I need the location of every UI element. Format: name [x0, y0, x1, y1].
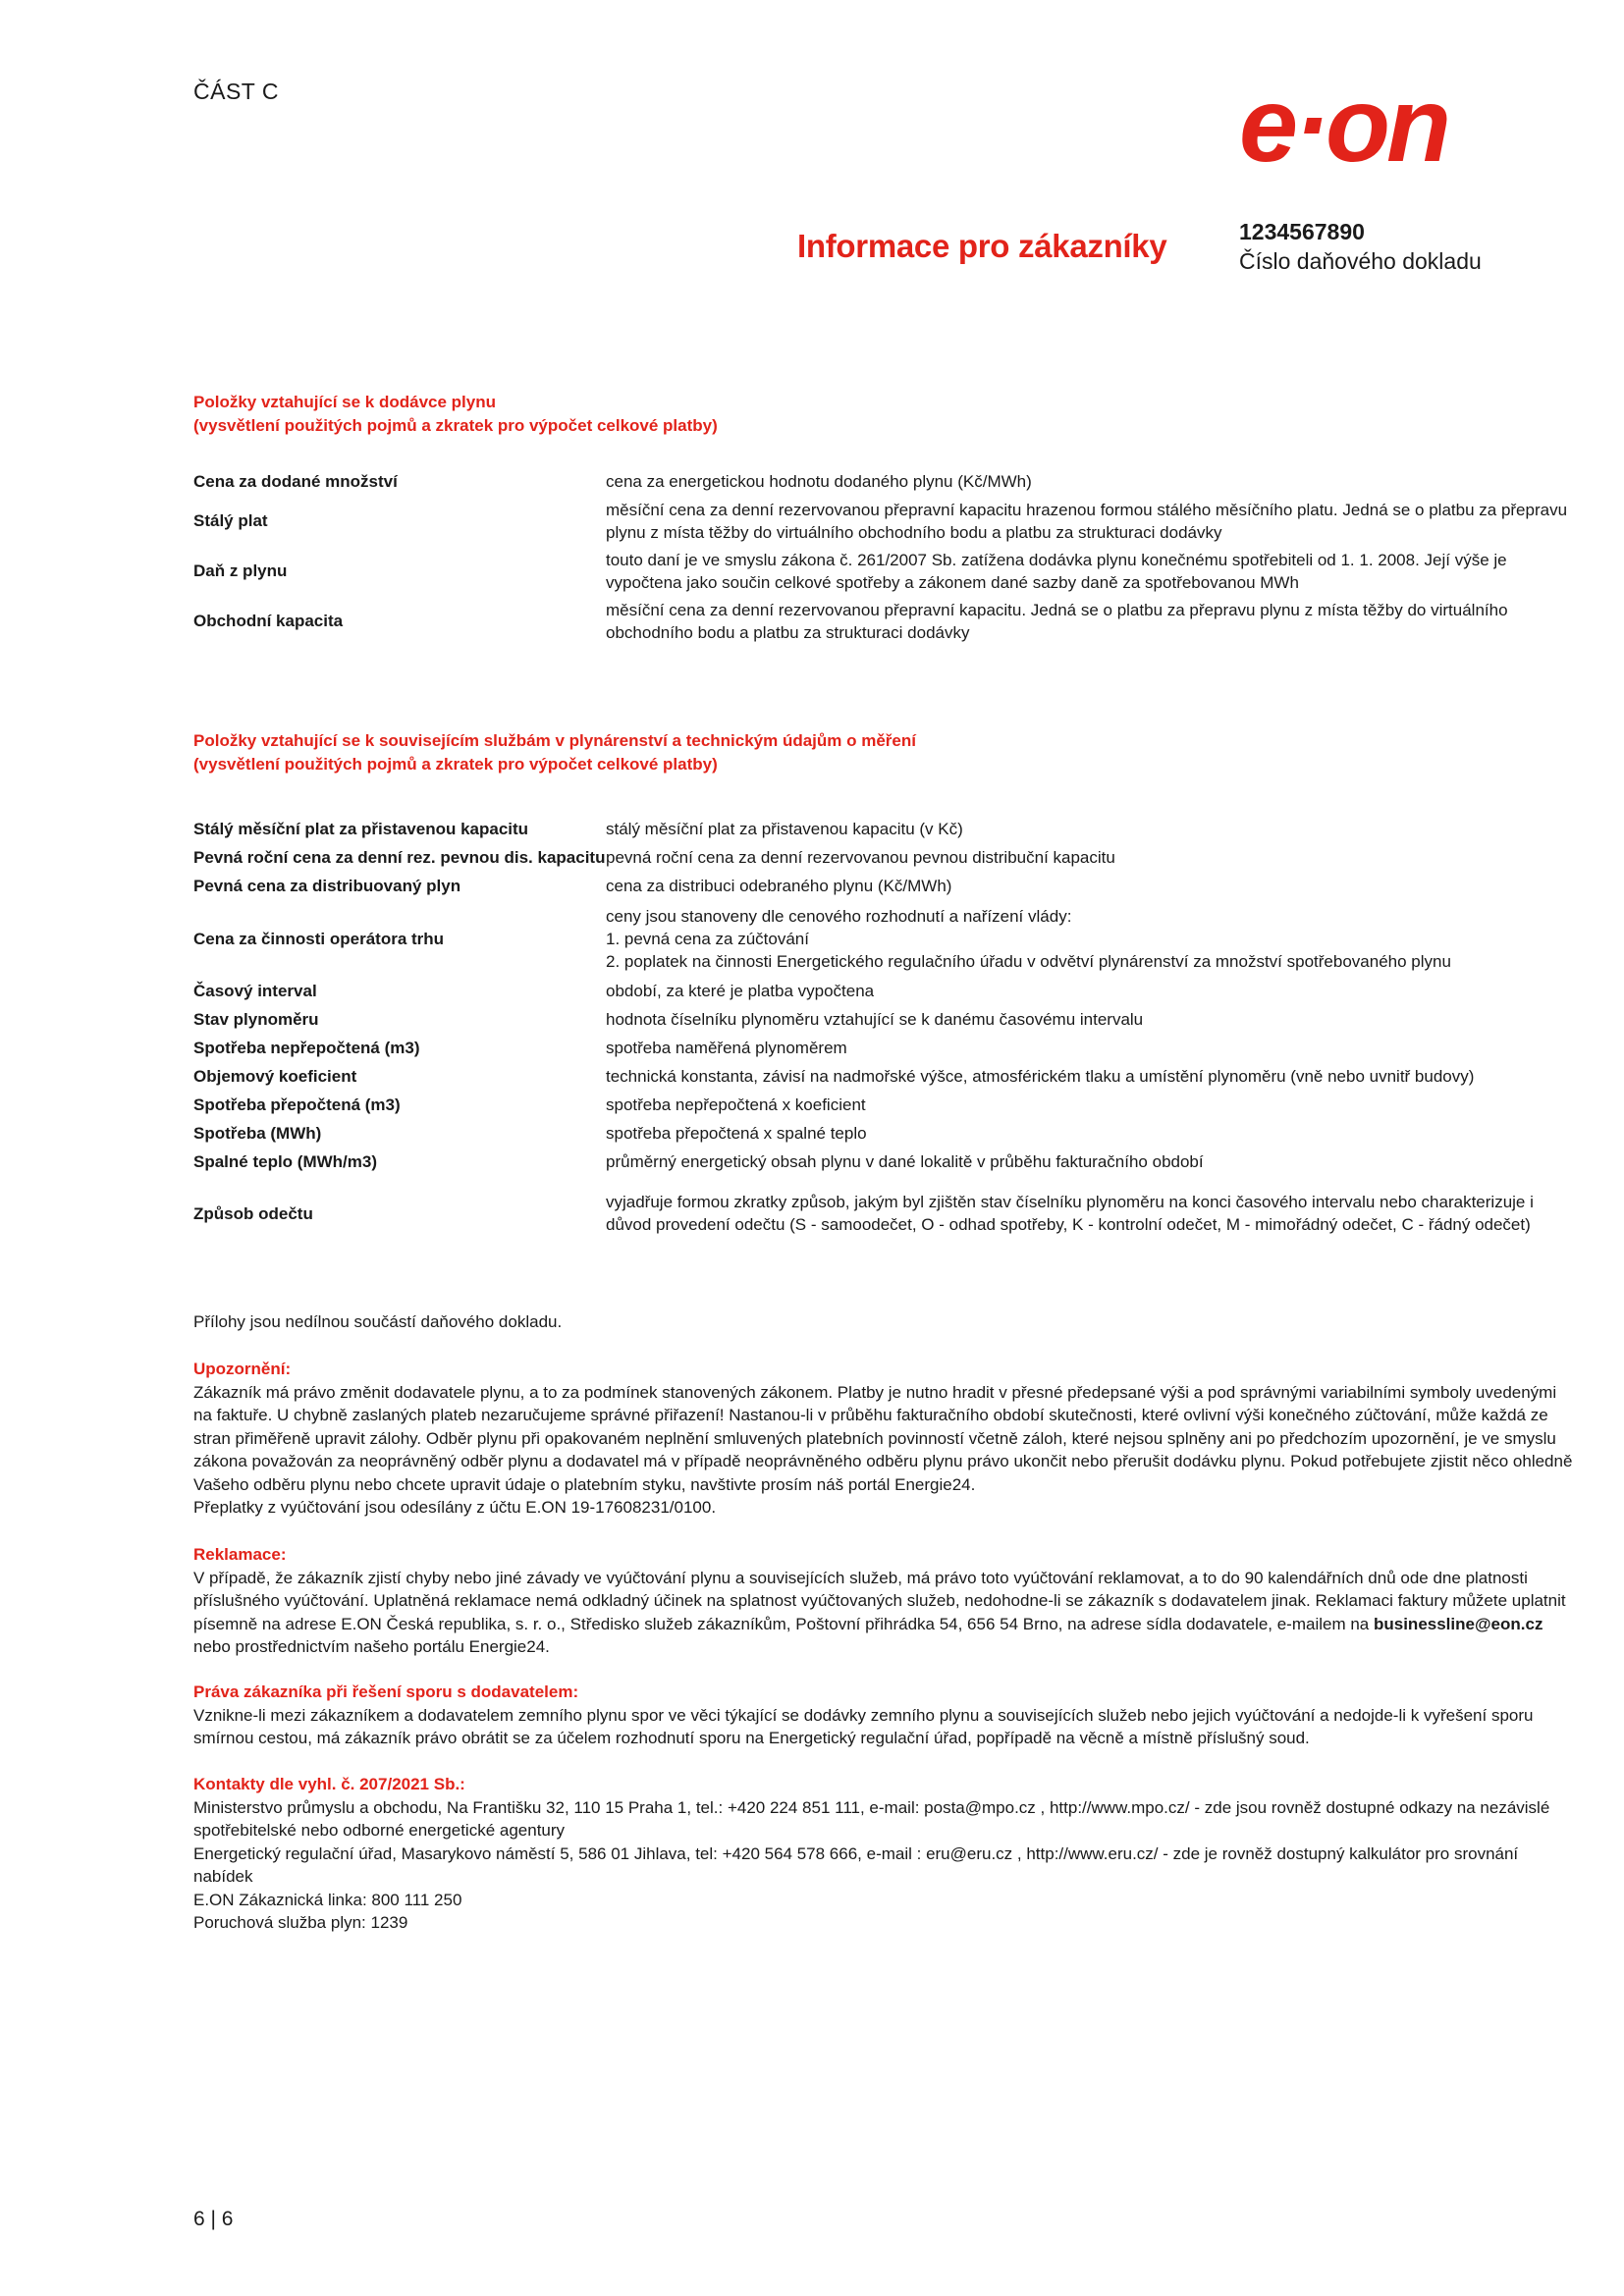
eon-logo: [1239, 80, 1573, 179]
definition-row: [193, 1062, 1578, 1091]
definition-row: [193, 1119, 1578, 1148]
definition-description: měsíční cena za denní rezervovanou přepravní kapacitu hrazenou formou stálého měsíčního platu. Jedná se o platbu za přepravu plynu z místa těžby do virtuálního obchodního bodu a platbu za strukturaci dodávky: [606, 500, 1568, 542]
definition-term: Spotřeba nepřepočtená (m3): [193, 1039, 420, 1057]
definition-description: pevná roční cena za denní rezervovanou pevnou distribuční kapacitu: [606, 848, 1115, 867]
definition-description: cena za energetickou hodnotu dodaného plynu (Kč/MWh): [606, 472, 1032, 491]
definition-description: spotřeba nepřepočtená x koeficient: [606, 1095, 866, 1114]
definition-description: průměrný energetický obsah plynu v dané lokalitě v průběhu fakturačního období: [606, 1152, 1204, 1171]
contact-regulator: Energetický regulační úřad, Masarykovo náměstí 5, 586 01 Jihlava, tel: +420 564 578 666, e-mail : eru@eru.cz , http://www.eru.cz/ - zde je rovněž dostupný kalkulátor pro srovnání nabídek: [193, 1843, 1519, 1886]
contact-emergency-line: Poruchová služba plyn: 1239: [193, 1913, 408, 1932]
definition-row: [193, 1148, 1578, 1176]
definition-term: Časový interval: [193, 982, 317, 1000]
rights-text: Vznikne-li mezi zákazníkem a dodavatelem zemního plynu spor ve věci týkající se dodávky zemního plynu a souvisejících služeb nebo jejich vyúčtování a nedojde-li k vyřešení sporu smírnou cestou, má zákazník právo obrátit se za účelem rozhodnutí sporu na Energetický regulační úřad, popřípadě na věcně a místně příslušný soud.: [193, 1705, 1534, 1747]
complaints-text-main: V případě, že zákazník zjistí chyby nebo jiné závady ve vyúčtování plynu a souvisejících služeb, má právo toto vyúčtování reklamovat, a to do 90 kalendářních dnů ode dne platnosti příslušného vyúčtování. Uplatněná reklamace nemá odkladný účinek na splatnost vyúčtovaných služeb, nedohodne-li se zákazník s dodavatelem jinak. Reklamaci faktury můžete uplatnit písemně na adrese E.ON Česká republika, s. r. o., Středisko služeb zákazníkům, Poštovní přihrádka 54, 656 54 Brno, na adrese sídla dodavatele, e-mailem na: [193, 1568, 1566, 1633]
definition-description: hodnota číselníku plynoměru vztahující se k danému časovému intervalu: [606, 1010, 1144, 1029]
rights-heading: Práva zákazníka při řešení sporu s dodavatelem:: [193, 1682, 579, 1701]
complaints-email-link[interactable]: businessline@eon.cz: [1373, 1614, 1543, 1633]
contact-customer-line: E.ON Zákaznická linka: 800 111 250: [193, 1890, 462, 1909]
attachments-note: Přílohy jsou nedílnou součástí daňového dokladu.: [193, 1312, 563, 1331]
definition-description: spotřeba naměřená plynoměrem: [606, 1039, 847, 1057]
definition-description: cena za distribuci odebraného plynu (Kč/MWh): [606, 877, 952, 895]
warning-heading: Upozornění:: [193, 1360, 292, 1378]
definition-row: [193, 1005, 1578, 1034]
rights-block: [193, 1681, 1578, 1750]
document-number-label: Číslo daňového dokladu: [1239, 248, 1482, 274]
logo-text: e·on: [1239, 80, 1447, 179]
definition-row: [193, 977, 1578, 1005]
definition-term: Způsob odečtu: [193, 1203, 313, 1223]
definition-term: Spotřeba přepočtená (m3): [193, 1095, 401, 1114]
definition-term: Stálý měsíční plat za přistavenou kapacitu: [193, 820, 529, 838]
contacts-block: [193, 1773, 1578, 1935]
definition-description: spotřeba přepočtená x spalné teplo: [606, 1124, 867, 1143]
definition-description-line: 2. poplatek na činnosti Energetického regulačního úřadu v odvětví plynárenství za množství spotřebovaného plynu: [606, 951, 1451, 971]
definition-row: [193, 496, 1578, 546]
part-label: ČÁST C: [193, 79, 279, 104]
definition-row: [193, 546, 1578, 596]
section1-title-line2: (vysvětlení použitých pojmů a zkratek pro výpočet celkové platby): [193, 416, 718, 435]
definition-description: měsíční cena za denní rezervovanou přepravní kapacitu. Jedná se o platbu za přepravu plynu z místa těžby do virtuálního obchodního bodu a platbu za strukturaci dodávky: [606, 600, 1508, 642]
definition-row: [193, 1034, 1578, 1062]
definition-row: [193, 1091, 1578, 1119]
definition-description: období, za které je platba vypočtena: [606, 982, 875, 1000]
contacts-heading: Kontakty dle vyhl. č. 207/2021 Sb.:: [193, 1775, 465, 1793]
warning-block: [193, 1358, 1578, 1520]
contact-ministry: Ministerstvo průmyslu a obchodu, Na Františku 32, 110 15 Praha 1, tel.: +420 224 851 111, e-mail: posta@mpo.cz , http://www.mpo.cz/ - zde jsou rovněž dostupné odkazy na nezávislé spotřebitelské nebo odborné energetické agentury: [193, 1797, 1550, 1840]
warning-text-overpayments: Přeplatky z vyúčtování jsou odesílány z účtu E.ON 19-17608231/0100.: [193, 1498, 717, 1517]
definition-description-line: 1. pevná cena za zúčtování: [606, 929, 809, 948]
definition-row: [193, 815, 1578, 843]
page-title: Informace pro zákazníky: [797, 228, 1167, 264]
document-number: 1234567890: [1239, 219, 1365, 244]
definition-row: [193, 467, 1578, 496]
complaints-block: [193, 1543, 1578, 1659]
section2-title: [193, 729, 916, 776]
page-number: 6 | 6: [193, 2208, 234, 2230]
definition-row: [193, 872, 1578, 900]
section1-definitions: [193, 467, 1578, 646]
definition-term: Stav plynoměru: [193, 1010, 319, 1029]
definition-term: Obchodní kapacita: [193, 612, 344, 630]
complaints-text: [193, 1567, 1578, 1659]
definition-term: Spalné teplo (MWh/m3): [193, 1152, 377, 1171]
definition-row: [193, 843, 1578, 872]
definition-description: stálý měsíční plat za přistavenou kapacitu (v Kč): [606, 820, 963, 838]
definition-term: Stálý plat: [193, 511, 268, 530]
definition-description: touto daní je ve smyslu zákona č. 261/2007 Sb. zatížena dodávka plynu konečnému spotřebiteli od 1. 1. 2008. Její výše je vypočtena jako součin celkové spotřeby a zákonem dané sazby daně za spotřebovanou MWh: [606, 550, 1507, 592]
section2-title-line1: Položky vztahující se k souvisejícím službám v plynárenství a technickým údajům o měření: [193, 731, 916, 750]
complaints-text-end: nebo prostřednictvím našeho portálu Energie24.: [193, 1637, 550, 1656]
definition-row: [193, 900, 1578, 977]
definition-term: Cena za dodané množství: [193, 472, 398, 491]
definition-term: Cena za činnosti operátora trhu: [193, 929, 445, 948]
definition-description: vyjadřuje formou zkratky způsob, jakým byl zjištěn stav číselníku plynoměru na konci časového intervalu nebo charakterizuje i důvod provedení odečtu (S - samoodečet, O - odhad spotřeby, K - kontrolní odečet, M - mimořádný odečet, C - řádný odečet): [606, 1193, 1534, 1234]
definition-row: [193, 596, 1578, 646]
section1-title-line1: Položky vztahující se k dodávce plynu: [193, 393, 496, 411]
complaints-heading: Reklamace:: [193, 1545, 287, 1564]
definition-term: Daň z plynu: [193, 561, 288, 580]
definition-term: Pevná cena za distribuovaný plyn: [193, 877, 461, 895]
section1-title: [193, 391, 718, 438]
section2-title-line2: (vysvětlení použitých pojmů a zkratek pro výpočet celkové platby): [193, 755, 718, 774]
definition-description-line: ceny jsou stanoveny dle cenového rozhodnutí a nařízení vlády:: [606, 906, 1072, 926]
definition-description: technická konstanta, závisí na nadmořské výšce, atmosférickém tlaku a umístění plynoměru (vně nebo uvnitř budovy): [606, 1067, 1475, 1086]
definition-description: [606, 905, 1578, 973]
section2-definitions: [193, 815, 1578, 1251]
definition-term: Pevná roční cena za denní rez. pevnou dis. kapacitu: [193, 848, 606, 867]
definition-term: Spotřeba (MWh): [193, 1124, 322, 1143]
definition-term: Objemový koeficient: [193, 1067, 357, 1086]
definition-row: [193, 1176, 1578, 1251]
warning-text: Zákazník má právo změnit dodavatele plynu, a to za podmínek stanovených zákonem. Platby je nutno hradit v přesné předepsané výši a pod správnými variabilními symboly uvedenými na faktuře. U chybně zaslaných plateb nezaručujeme správné přiřazení! Nastanou-li v průběhu fakturačního období skutečnosti, které ovlivní výši konečného zúčtování, může každá ze stran přiměřeně upravit zálohy. Odběr plynu při opakovaném neplnění smluvených platebních povinností včetně záloh, které nejsou splněny ani po předchozím upozornění, je ve smyslu zákona považován za neoprávněný odběr plynu a dodavatel má v případě neoprávněného odběru plynu právo ukončit nebo přerušit dodávku plynu. Pokud potřebujete zjistit něco ohledně Vašeho odběru plynu nebo chcete upravit údaje o platebním styku, navštivte prosím náš portál Energie24.: [193, 1382, 1573, 1494]
